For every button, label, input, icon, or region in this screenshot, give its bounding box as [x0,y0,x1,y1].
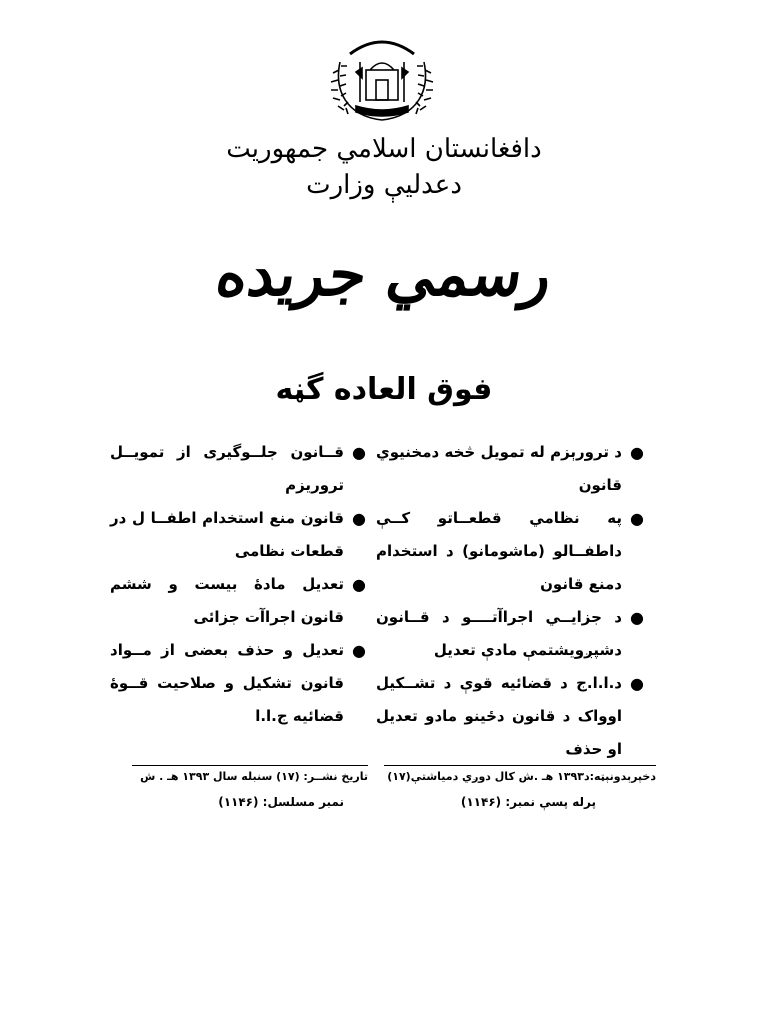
ministry-name: دعدليې وزارت [306,170,462,200]
serial-number-dari: نمبر مسلسل: (۱۱۴۶) [218,795,344,809]
bullet-icon: ● [630,608,644,627]
gazette-title: رسمي جريده [211,240,557,310]
list-item: ● د جزايــي اجراآتــــو د قــانون دشپږويشتمې مادې تعديل [376,601,644,667]
bullet-icon: ● [352,443,366,462]
contents-pashto [376,436,644,766]
list-item: ● د.ا.ا.ج د قضائيه قوې د تشــکيل اوواک د قانون دځينو مادو تعديل او حذف [376,667,644,766]
publication-date-dari: تاريخ نشــر: (۱۷) سنبله سال ۱۳۹۳ هـ . ش [140,770,368,783]
list-item: ● تعديل و حذف بعضی از مــواد قانون تشکيل و صلاحيت قــوۀ قضائيه ج.ا.ا [110,634,366,733]
divider [384,765,656,766]
country-name: دافغانستان اسلامي جمهوريت [226,134,542,164]
bullet-icon: ● [352,641,366,660]
list-item: ● قانون منع استخدام اطفــا ل در قطعات نظامی [110,502,366,568]
list-item: ● د ترورېزم له تمويل څخه دمخنيوي قانون [376,436,644,502]
bullet-icon: ● [630,674,644,693]
issue-type: فوق العاده گڼه [275,372,493,407]
bullet-icon: ● [630,443,644,462]
contents-dari [110,436,366,733]
publication-date-pashto: دخپرېدونېټه:د۱۳۹۳ هـ .ش کال دوږي دمياشتې(۱۷) [387,770,656,783]
afghanistan-emblem-icon [326,32,438,124]
bullet-icon: ● [352,509,366,528]
bullet-icon: ● [630,509,644,528]
serial-number-pashto: پرله پسې نمبر: (۱۱۴۶) [460,795,596,809]
list-item: ● قــانون جلــوگيری از تمويــل تروريزم [110,436,366,502]
bullet-icon: ● [352,575,366,594]
list-item: ● تعديل مادۀ بيست و ششم قانون اجراآت جزائی [110,568,366,634]
list-item: ● په نظامي قطعــاتو کــې داطفــالو (ماشومانو) د استخدام دمنع قانون [376,502,644,601]
divider [132,765,368,766]
